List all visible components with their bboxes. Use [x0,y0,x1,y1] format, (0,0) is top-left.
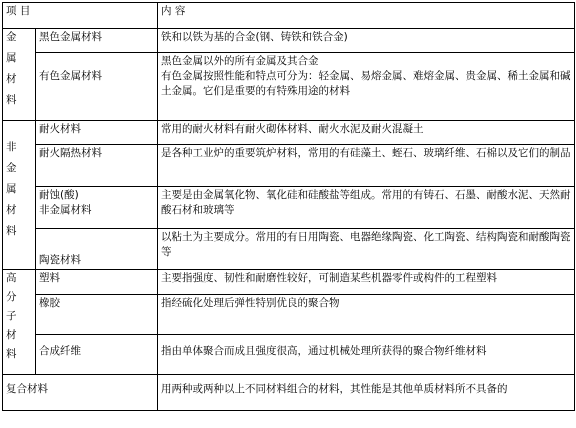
table-row [3,375,575,411]
table-row [3,145,575,187]
row-content: 主要指强度、韧性和耐磨性较好，可制造某些机器零件或构件的工程塑料 [158,270,575,295]
header-item: 项 目 [3,3,158,29]
row-name: 耐火隔热材料 [36,145,158,187]
table-row [3,335,575,375]
row-content: 以粘土为主要成分。常用的有日用陶瓷、电器绝缘陶瓷、化工陶瓷、结构陶瓷和耐酸陶瓷等 [158,229,575,270]
row-name: 塑料 [36,270,158,295]
table-row [3,53,575,121]
row-content: 指经硫化处理后弹性特别优良的聚合物 [158,295,575,335]
row-name: 陶瓷材料 [36,229,158,270]
row-content: 用两种或两种以上不同材料组合的材料，其性能是其他单质材料所不具备的 [158,375,575,411]
row-content: 常用的耐火材料有耐火砌体材料、耐火水泥及耐火混凝土 [158,121,575,145]
row-content: 指由单体聚合而成且强度很高，通过机械处理所获得的聚合物纤维材料 [158,335,575,375]
row-content: 黑色金属以外的所有金属及其合金 有色金属按照性能和特点可分为：轻金属、易熔金属、难熔金属、贵金属、稀土金属和碱土金属。它们是重要的有特殊用途的材料 [158,53,575,121]
row-name: 耐蚀(酸) 非金属材料 [36,187,158,229]
table-row [3,121,575,145]
row-content: 主要是由金属氧化物、氧化硅和硅酸盐等组成。常用的有铸石、石墨、耐酸水泥、天然耐酸石材和玻璃等 [158,187,575,229]
row-name: 黑色金属材料 [36,29,158,53]
category-nonmetal: 非 金 属 材 料 [3,121,36,270]
table-row [3,29,575,53]
category-polymer: 高 分 子 材 料 [3,270,36,375]
row-name: 复合材料 [3,375,158,411]
row-name: 耐火材料 [36,121,158,145]
row-name: 有色金属材料 [36,53,158,121]
category-metal: 金 属 材 料 [3,29,36,121]
table-row [3,270,575,295]
row-name: 合成纤维 [36,335,158,375]
materials-table [2,2,575,411]
header-content: 内 容 [158,3,575,29]
row-content: 是各种工业炉的重要筑炉材料，常用的有硅藻土、蛭石、玻璃纤维、石棉以及它们的制品 [158,145,575,187]
table-row [3,229,575,270]
table-row [3,295,575,335]
table-row [3,187,575,229]
row-name: 橡胶 [36,295,158,335]
row-content: 铁和以铁为基的合金(钢、铸铁和铁合金) [158,29,575,53]
header-row [3,3,575,29]
